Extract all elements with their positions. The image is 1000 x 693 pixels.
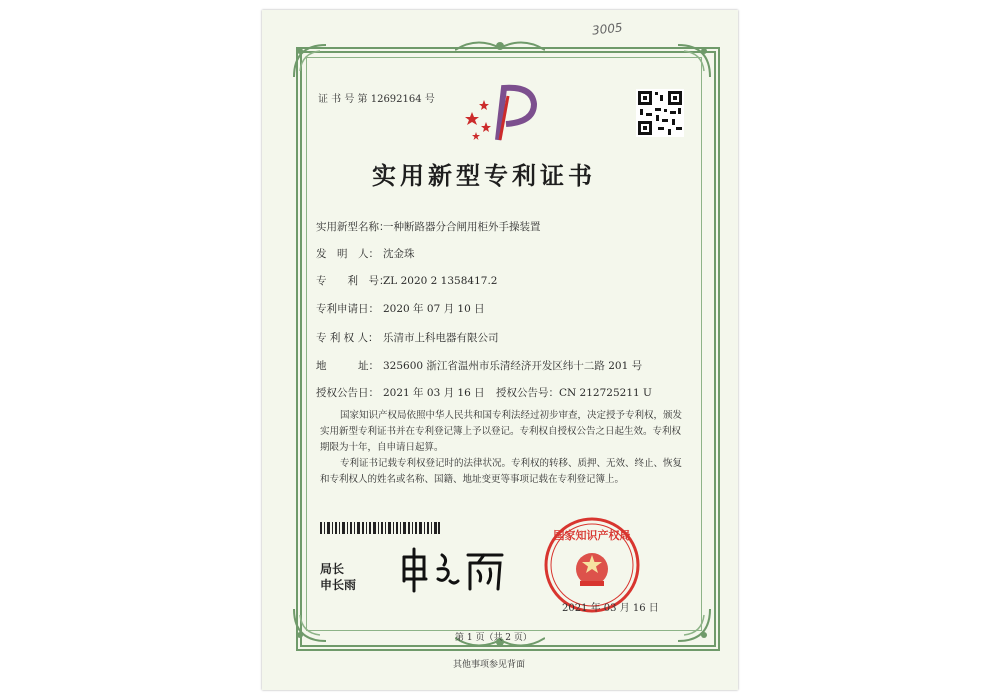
patent-office-logo-icon bbox=[462, 82, 542, 144]
field-inventor bbox=[316, 246, 415, 261]
handwritten-note: 3005 bbox=[591, 20, 624, 38]
grant-paragraph: 国家知识产权局依照中华人民共和国专利法经过初步审查，决定授予专利权，颁发实用新型专利证书并在专利登记簿上予以登记。专利权自授权公告之日起生效。专利权期限为十年，自申请日起算。 bbox=[320, 410, 683, 453]
corner-ornament-icon bbox=[674, 41, 714, 81]
field-label: 专利申请日： bbox=[316, 303, 379, 315]
field-label: 授权公告号： bbox=[496, 387, 559, 399]
corner-ornament-icon bbox=[290, 605, 330, 645]
field-label: 专 利 权 人： bbox=[316, 332, 379, 344]
field-application-date bbox=[316, 301, 485, 316]
field-value: 325600 浙江省温州市乐清经济开发区纬十二路 201 号 bbox=[383, 360, 643, 372]
field-patent-number bbox=[316, 273, 497, 288]
field-address bbox=[316, 358, 642, 373]
field-label: 发 明 人： bbox=[316, 248, 379, 260]
field-grant-date bbox=[316, 385, 485, 400]
field-value: 一种断路器分合闸用柜外手操装置 bbox=[383, 221, 541, 233]
qr-code-icon bbox=[636, 89, 684, 137]
field-value: CN 212725211 U bbox=[559, 387, 652, 399]
field-label: 授权公告日： bbox=[316, 387, 379, 399]
field-label: 实用新型名称： bbox=[316, 221, 390, 233]
seal-text: 国家知识产权局 bbox=[553, 529, 631, 542]
corner-ornament-icon bbox=[674, 605, 714, 645]
legal-status-paragraph: 专利证书记载专利权登记时的法律状况。专利权的转移、质押、无效、终止、恢复和专利权人的姓名或名称、国籍、地址变更等事项记载在专利登记簿上。 bbox=[320, 458, 683, 485]
field-label: 专 利 号： bbox=[316, 275, 390, 287]
barcode-icon bbox=[320, 522, 440, 534]
field-value: 2021 年 03 月 16 日 bbox=[383, 387, 485, 399]
field-value: 沈金珠 bbox=[383, 248, 415, 260]
field-publication-number bbox=[496, 385, 652, 400]
certificate-title: 实用新型专利证书 bbox=[372, 162, 596, 190]
certificate-number: 证 书 号 第 12692164 号 bbox=[318, 94, 435, 105]
signatory-title: 局长 bbox=[320, 562, 345, 576]
field-utility-model-name bbox=[316, 219, 541, 234]
footer-note: 其他事项参见背面 bbox=[453, 660, 526, 670]
signatory-name: 申长雨 bbox=[320, 578, 357, 592]
seal-date: 2021 年 03 月 16 日 bbox=[562, 603, 659, 614]
field-patentee bbox=[316, 330, 499, 345]
page-indicator: 第 1 页（共 2 页） bbox=[455, 633, 532, 643]
field-value: 乐清市上科电器有限公司 bbox=[383, 332, 499, 344]
field-label: 地 址： bbox=[316, 360, 379, 372]
top-ornament-icon bbox=[455, 36, 545, 56]
corner-ornament-icon bbox=[290, 41, 330, 81]
handwritten-signature-icon bbox=[398, 545, 508, 595]
field-value: ZL 2020 2 1358417.2 bbox=[383, 275, 498, 287]
field-value: 2020 年 07 月 10 日 bbox=[383, 303, 485, 315]
